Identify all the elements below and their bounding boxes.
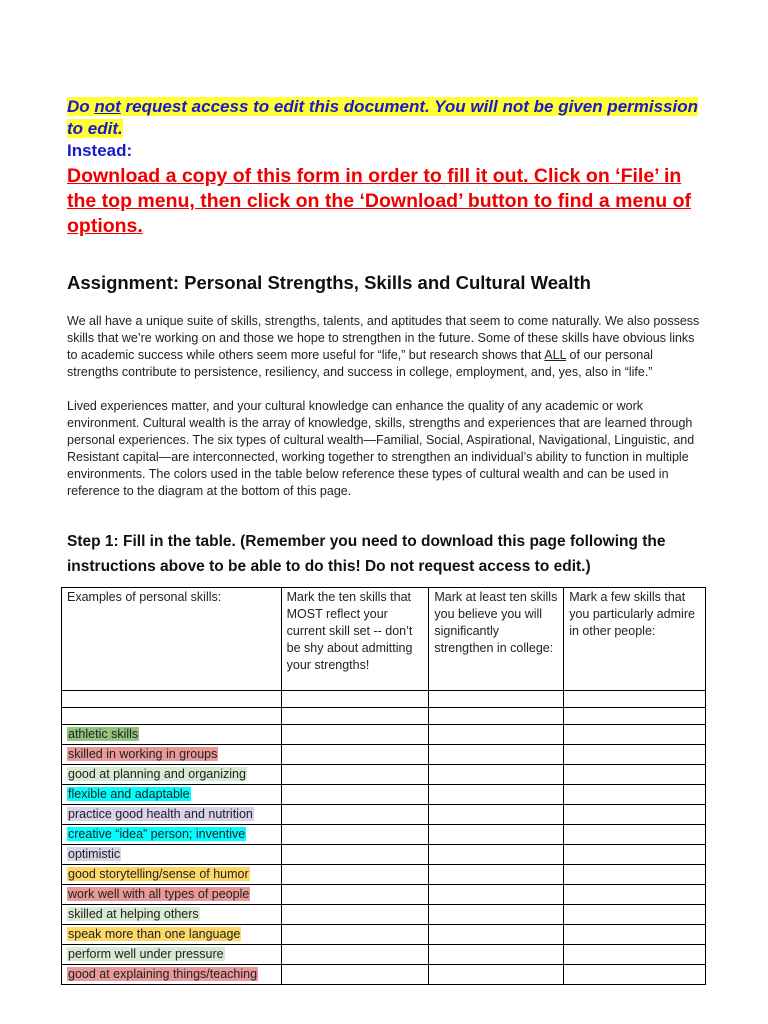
skill-cell xyxy=(62,865,282,885)
mark-cell[interactable] xyxy=(564,765,706,785)
edit-warning-prefix: Do xyxy=(67,97,95,116)
skill-label: good at explaining things/teaching xyxy=(68,967,258,981)
skill-label: practice good health and nutrition xyxy=(68,807,253,821)
table-row xyxy=(62,825,706,845)
table-cell[interactable] xyxy=(62,691,282,708)
table-row xyxy=(62,885,706,905)
mark-cell[interactable] xyxy=(429,925,564,945)
skill-label: optimistic xyxy=(68,847,121,861)
mark-cell[interactable] xyxy=(429,725,564,745)
mark-cell[interactable] xyxy=(281,865,429,885)
skill-label: athletic skills xyxy=(68,727,139,741)
skill-cell xyxy=(62,765,282,785)
mark-cell[interactable] xyxy=(281,905,429,925)
table-cell[interactable] xyxy=(564,691,706,708)
mark-cell[interactable] xyxy=(429,845,564,865)
skill-cell xyxy=(62,885,282,905)
document-page xyxy=(67,96,707,579)
table-row xyxy=(62,865,706,885)
skill-label: work well with all types of people xyxy=(68,887,250,901)
skill-label: skilled at helping others xyxy=(68,907,199,921)
mark-cell[interactable] xyxy=(564,905,706,925)
table-row xyxy=(62,965,706,985)
step1-heading: Step 1: Fill in the table. (Remember you need to download this page following the instructions above to be able to do this! Do not request access to edit.) xyxy=(67,533,666,575)
table-row xyxy=(62,945,706,965)
skills-table xyxy=(61,587,706,985)
edit-warning-highlight xyxy=(67,97,698,138)
header-most-reflect: Mark the ten skills that MOST reflect your current skill set -- don’t be shy about admitting your strengths! xyxy=(281,588,429,691)
edit-warning-not: not xyxy=(94,97,121,116)
skill-cell xyxy=(62,845,282,865)
intro-paragraph-all: ALL xyxy=(544,348,567,362)
skill-label: skilled in working in groups xyxy=(68,747,218,761)
mark-cell[interactable] xyxy=(564,885,706,905)
mark-cell[interactable] xyxy=(429,785,564,805)
mark-cell[interactable] xyxy=(429,965,564,985)
skill-cell xyxy=(62,825,282,845)
mark-cell[interactable] xyxy=(429,825,564,845)
skill-cell xyxy=(62,745,282,765)
mark-cell[interactable] xyxy=(564,945,706,965)
skill-cell xyxy=(62,785,282,805)
table-row xyxy=(62,725,706,745)
intro-paragraph-end: of our personal strengths contribute to persistence, resiliency, and success in college, employment, and, yes, also in “life.” xyxy=(67,348,653,379)
header-strengthen: Mark at least ten skills you believe you will significantly strengthen in college: xyxy=(429,588,564,691)
skill-cell xyxy=(62,725,282,745)
table-row xyxy=(62,765,706,785)
instead-label: Instead: xyxy=(67,141,133,160)
mark-cell[interactable] xyxy=(429,905,564,925)
mark-cell[interactable] xyxy=(564,825,706,845)
table-row-blank xyxy=(62,691,706,708)
header-examples: Examples of personal skills: xyxy=(62,588,282,691)
table-header-row xyxy=(62,588,706,691)
skill-label: good storytelling/sense of humor xyxy=(68,867,249,881)
mark-cell[interactable] xyxy=(281,945,429,965)
mark-cell[interactable] xyxy=(564,965,706,985)
table-row xyxy=(62,925,706,945)
table-row xyxy=(62,905,706,925)
table-row-blank xyxy=(62,708,706,725)
cultural-wealth-paragraph: Lived experiences matter, and your cultural knowledge can enhance the quality of any academic or work environment. Cultural wealth is the array of knowledge, skills, strengths and experiences that are learned through personal experiences. The six types of cultural wealth—Familial, Social, Aspirational, Navigational, Linguistic, and Resistant capital—are interconnected, working together to strengthen an individual’s ability to function in multiple environments. The colors used in the table below reference these types of cultural wealth and can be used in reference to the diagram at the bottom of this page. xyxy=(67,399,695,498)
table-row xyxy=(62,785,706,805)
mark-cell[interactable] xyxy=(429,745,564,765)
mark-cell[interactable] xyxy=(564,845,706,865)
intro-paragraph-start: We all have a unique suite of skills, strengths, talents, and aptitudes that seem to come naturally. We also possess skills that we’re working on and those we hope to strengthen in the future. Some of these skills have obvious links to academic success while others seem more useful for “life,” but research shows that xyxy=(67,314,700,362)
table-cell[interactable] xyxy=(564,708,706,725)
table-cell[interactable] xyxy=(281,691,429,708)
edit-warning xyxy=(67,96,707,140)
mark-cell[interactable] xyxy=(564,725,706,745)
download-instructions: Download a copy of this form in order to fill it out. Click on ‘File’ in the top menu, then click on the ‘Download’ button to find a menu of options. xyxy=(67,165,691,237)
mark-cell[interactable] xyxy=(281,925,429,945)
mark-cell[interactable] xyxy=(281,805,429,825)
mark-cell[interactable] xyxy=(564,745,706,765)
skills-table-body xyxy=(62,588,706,985)
skill-label: creative “idea” person; inventive xyxy=(68,827,246,841)
table-cell[interactable] xyxy=(62,708,282,725)
skill-cell xyxy=(62,965,282,985)
mark-cell[interactable] xyxy=(564,785,706,805)
mark-cell[interactable] xyxy=(281,965,429,985)
skill-cell xyxy=(62,925,282,945)
mark-cell[interactable] xyxy=(564,865,706,885)
skill-cell xyxy=(62,905,282,925)
mark-cell[interactable] xyxy=(429,865,564,885)
mark-cell[interactable] xyxy=(281,845,429,865)
mark-cell[interactable] xyxy=(281,825,429,845)
skill-label: perform well under pressure xyxy=(68,947,224,961)
table-row xyxy=(62,845,706,865)
mark-cell[interactable] xyxy=(429,945,564,965)
skill-label: flexible and adaptable xyxy=(68,787,190,801)
skill-cell xyxy=(62,945,282,965)
header-admire: Mark a few skills that you particularly admire in other people: xyxy=(564,588,706,691)
intro-paragraph xyxy=(67,313,707,381)
mark-cell[interactable] xyxy=(564,925,706,945)
mark-cell[interactable] xyxy=(281,725,429,745)
table-cell[interactable] xyxy=(281,708,429,725)
mark-cell[interactable] xyxy=(429,805,564,825)
mark-cell[interactable] xyxy=(429,765,564,785)
skill-cell xyxy=(62,805,282,825)
skill-label: good at planning and organizing xyxy=(68,767,246,781)
table-cell[interactable] xyxy=(429,708,564,725)
mark-cell[interactable] xyxy=(281,765,429,785)
table-row xyxy=(62,745,706,765)
skill-label: speak more than one language xyxy=(68,927,241,941)
edit-warning-rest: request access to edit this document. You will not be given permission to edit. xyxy=(67,97,699,138)
page-title: Assignment: Personal Strengths, Skills and Cultural Wealth xyxy=(67,272,591,293)
mark-cell[interactable] xyxy=(429,885,564,905)
table-row xyxy=(62,805,706,825)
mark-cell[interactable] xyxy=(281,745,429,765)
mark-cell[interactable] xyxy=(281,885,429,905)
mark-cell[interactable] xyxy=(281,785,429,805)
table-cell[interactable] xyxy=(429,691,564,708)
mark-cell[interactable] xyxy=(564,805,706,825)
